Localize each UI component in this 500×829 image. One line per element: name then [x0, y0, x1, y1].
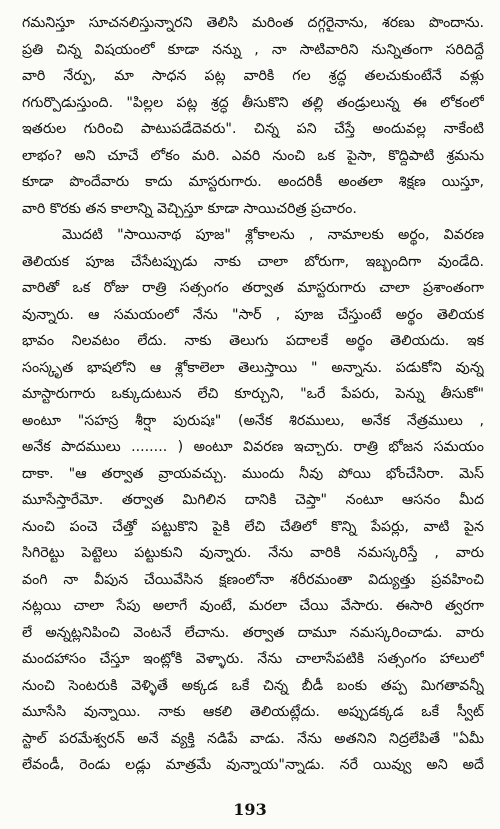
text-line: లే అన్నట్లనిపించి వెంటనే లేచాను. తర్వాత దామూ నమస్కరించాడు. వారు: [22, 624, 484, 641]
text-line: వారి కొరకు తన కాలాన్ని వెచ్చిస్తూ కూడా సాయిచరిత్ర ప్రచారం.: [22, 200, 357, 217]
text-line: లాభం? అని చూచే లోకం మరి. ఎవరి నుంచి ఒక పైసా, కొద్దిపాటి శ్రమను: [22, 147, 484, 164]
text-line: నుంచి పంచె చేత్తో పట్టుకొని పైకి లేచి చేతిలో కొన్ని పేపర్లు, వాటి పైన: [22, 518, 484, 535]
text-line: స్టాల్ పరమేశ్వరన్ అనే వ్యక్తి నడిపే వాడు. నేను అతనిని నిద్రలేపితే "ఏమీ: [22, 730, 484, 747]
text-line: లేవండీ, రెండు లడ్లు మాత్రమే వున్నాయ"న్నాడు. నరే యివ్వు అని అదే: [22, 757, 484, 773]
body-text: [22, 10, 484, 779]
text-line: వారి నేర్పు, మా సాధన పట్ల వారికి గల శ్రద్ధ తలచుకుంటేనే వళ్లు: [22, 68, 484, 84]
text-line: అనేక పాదములు ........ ) అంటూ వివరణ ఇచ్చారు. రాత్రి భోజన సమయం: [22, 439, 484, 455]
text-line: గమనిస్తూ సూచనలిస్తున్నారని తెలిసి మరింత దగ్గరైనాను, శరణు పొందాను.: [22, 15, 484, 31]
text-line: మూసేసి వున్నాయి. నాకు ఆకలి తెలియట్లేదు. అప్పుడక్కడ ఒకే స్వీట్: [22, 704, 484, 720]
text-line: వున్నారు. ఆ సమయంలో నేను "సార్ , పూజ చేస్తుంటే అర్థం తెలియక: [22, 306, 484, 323]
text-line: వారితో ఒక రోజు రాత్రి సత్సంగం తర్వాత మాస్టరుగారు చాలా ప్రశాంతంగా: [22, 280, 484, 296]
page-number: 193: [233, 800, 267, 819]
text-line: భావం నిలవటం లేదు. నాకు తెలుగు పదాలకే అర్థం తెలియదు. ఇక: [22, 333, 484, 349]
text-line: మూసేస్తారేమో. తర్వాత మిగిలిన దానికి చెప్తా" నంటూ ఆసనం మీద: [22, 492, 484, 508]
text-line: గగుర్పొడుస్తుంది. "పిల్లల పట్ల శ్రద్ధ తీసుకొని తల్లి తండ్రులున్న ఈ లోకంలో: [22, 94, 484, 111]
text-line: అంటూ "సహస్ర శీర్షా పురుషః" (అనేక శిరములు, అనేక నేత్రములు ,: [22, 412, 484, 429]
text-line: తెలియక పూజ చేసేటప్పుడు నాకు చాలా బోరుగా, ఇబ్బందిగా వుండేది.: [22, 253, 484, 270]
text-line: నట్లయి చాలా సేపు అలాగే వుంటే, మరలా చేయి వేసారు. ఈసారి త్వరగా: [22, 598, 484, 614]
text-line: మొదటి "సాయినాథ పూజ" శ్లోకాలను , నామాలకు అర్థం, వివరణ: [62, 227, 484, 243]
text-line: మాస్టారుగారు ఒక్కుదుటున లేచి కూర్చుని, "ఒరే పేపరు, పెన్ను తీసుకో": [22, 386, 484, 402]
text-line: దాకా. "ఆ తర్వాత వ్రాయవచ్చు. ముందు నీవు పోయి భోంచేసిరా. మెస్: [22, 465, 484, 482]
text-line: కూడా పొందేవారు కాదు మాస్టరుగారు. అందరికీ అంతలా శిక్షణ యిస్తూ,: [22, 174, 484, 190]
text-line: మందహాసం చేస్తూ ఇంట్లోకి వెళ్ళారు. నేను చాలాసేపటికి సత్సంగం హాలులో: [22, 651, 484, 667]
text-line: ప్రతి చిన్న విషయంలో కూడా నన్ను , నా సాటివారిని నున్నితంగా సరిదిద్దే: [22, 41, 484, 58]
text-line: సిగిరెట్టు పెట్టెలు పట్టుకుని వున్నారు. నేను వారికి నమస్కరిస్తే , వారు: [22, 545, 484, 561]
text-line: నుంచి సెంటరుకి వెళ్ళితే అక్కడ ఒకే చిన్న బీడీ బంకు తప్ప మిగతావన్నీ: [22, 677, 484, 694]
text-line: వంగి నా వీపున చేయివేసిన క్షణంలోనా శరీరమంతా విద్యుత్తు ప్రవహించి: [22, 571, 484, 588]
text-line: సంస్కృత భాషలోని ఆ శ్లోకాలెలా తెలుస్తాయి " అన్నాను. పడుకోని వున్న: [22, 359, 484, 376]
text-line: ఇతరుల గురించి పాటుపడేదెవరు". చిన్న పని చేస్తే అందువల్ల నాకేంటి: [22, 121, 484, 137]
